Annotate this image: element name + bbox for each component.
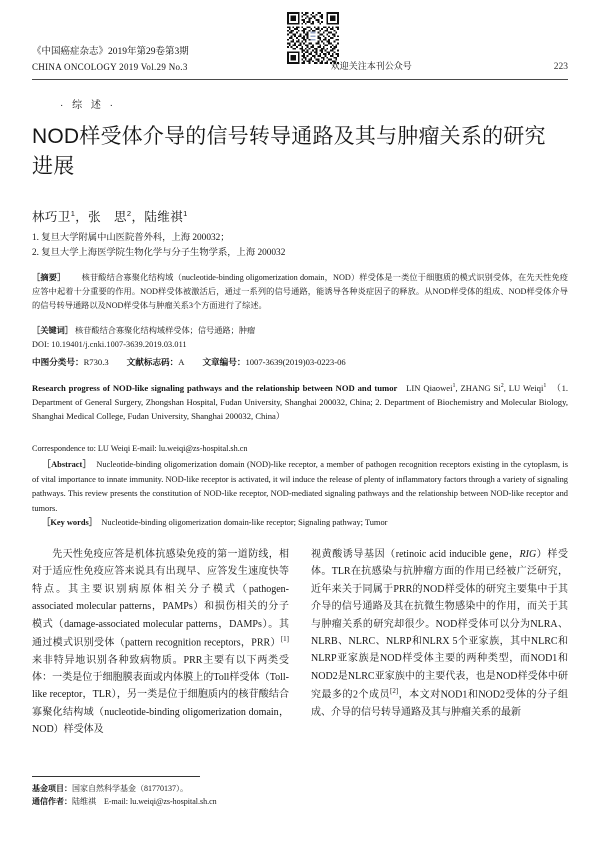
page-number: 223 xyxy=(553,61,568,72)
abstract-cn-text: 核苷酸结合寡聚化结构域（nucleotide-binding oligomerization domain，NOD）样受体是一类位于细胞质的模式识别受体，在先天性免疫应答中起着十分重要的作用。NOD样受体被激活后，通过一系列的信号通路，能诱导各种炎症因子的释放。从NOD样受体的组成、NOD样受体介导的信号转导通路以及NOD样受体与肿瘤关系3个方面进行了综述。 xyxy=(32,273,568,311)
body-left-citation-1: [1] xyxy=(280,634,289,643)
corresponding-author-line xyxy=(32,795,362,808)
funding-value: 国家自然科学基金（81770137）。 xyxy=(72,784,188,793)
abstract-en xyxy=(32,458,568,517)
affiliations-cn xyxy=(32,231,532,261)
footnote-divider xyxy=(32,776,200,777)
corresponding-author-label: 通信作者： xyxy=(32,797,72,807)
author-2-affil-marker: 2 xyxy=(126,208,132,218)
body-right-part3: ，本文对NOD1和NOD2受体的分子组成、介导的信号转导通路及其与肿瘤关系的最新 xyxy=(311,689,568,718)
document-code-label: 文献标志码： xyxy=(126,357,179,367)
body-right-citation-2: [2] xyxy=(390,687,399,696)
qr-caption: 欢迎关注本刊公众号 xyxy=(330,60,412,71)
keywords-en-label: ［Key words］ xyxy=(42,518,98,527)
classification-line xyxy=(32,356,346,368)
authors-cn xyxy=(32,207,188,225)
body-column-left xyxy=(32,546,289,772)
abstract-en-text: Nucleotide-binding oligomerization domain (NOD)-like receptor, a member of pathogen recognition receptors existing in the cytoplasm, is of vital importance to innate immunity. NOD-like receptor is activated, it wil induce the release of plenty of inflammatory factors through a variety of signaling pathways. This review presents the constitution of NOD-like receptor, NOD-mediated signaling pathways and the relationship between NOD-like receptor and tumors. xyxy=(32,460,568,513)
abstract-cn-label: ［摘要］ xyxy=(32,273,66,282)
body-right-part2: ）样受体。TLR在抗感染与抗肿瘤方面的作用已经被广泛研究，近年来关于同属于PRR的NOD样受体的研究主要集中于其介导的信号通路及其在抗微生物感染中的作用，而关于其与肿瘤关系的研究却很少。NOD样受体可以分为NLRA、NLRB、NLRC、NLRP和NLRX 5个亚家族，其中NLRC和NLRP亚家族是NOD样受体主要的两种类型，而NOD1和NOD2是NLRC亚家族中的主要代表，也是NOD样受体中研究最多的2个成员 xyxy=(311,549,568,701)
journal-title-cn: 《中国癌症杂志》2019年第29卷第3期 xyxy=(32,47,189,57)
masthead xyxy=(32,46,568,73)
article-number-value: 1007-3639(2019)03-0223-06 xyxy=(245,357,346,367)
affiliations-en: （1. Department of General Surgery, Zhongshan Hospital, Fudan University, Shanghai 200032, China; 2. Department of Biochemistry and Molecular Biology, Shanghai Medical College, Fudan University, Shanghai 200032, China） xyxy=(32,383,569,421)
funding-line xyxy=(32,782,362,795)
page-title-cn: NOD样受体介导的信号转导通路及其与肿瘤关系的研究进展 xyxy=(32,125,546,178)
affiliation-1: 1. 复旦大学附属中山医院普外科，上海 200032； xyxy=(32,233,230,243)
abstract-en-label: ［Abstract］ xyxy=(42,460,92,469)
body-right-gene-italic: RIG xyxy=(519,549,537,560)
author-3-name: ，陆维祺 xyxy=(131,210,184,224)
doi: DOI: 10.19401/j.cnki.1007-3639.2019.03.011 xyxy=(32,340,187,349)
author-1-name: 林巧卫 xyxy=(32,210,71,224)
body-left-part2: 来非特异地识别各种致病物质。PRR主要有以下两类受体：一类是位于细胞膜表面或内体膜上的Toll样受体（Toll-like receptor，TLR），另一类是位于细胞质内的核苷酸结合寡聚化结构域（nucleotide-binding oligomerization domain，NOD）样受体及 xyxy=(32,654,289,736)
author-2-name: ，张 思 xyxy=(75,210,127,224)
body-columns xyxy=(32,546,568,772)
masthead-journal-info xyxy=(32,46,189,73)
document-code-value: A xyxy=(178,357,185,367)
body-paragraph-left xyxy=(32,546,289,739)
clc-value: R730.3 xyxy=(83,357,109,367)
keywords-cn-text: 核苷酸结合寡聚化结构域样受体；信号通路；肿瘤 xyxy=(75,326,256,335)
keywords-en-text: Nucleotide-binding oligomerization domain-like receptor; Signaling pathway; Tumor xyxy=(101,518,388,527)
correspondence-line: Correspondence to: LU Weiqi E-mail: lu.weiqi@zs-hospital.sh.cn xyxy=(32,444,248,453)
abstract-cn xyxy=(32,271,568,313)
keywords-cn-label: ［关键词］ xyxy=(32,326,73,335)
author-1-affil-marker: 1 xyxy=(70,208,76,218)
clc-label: 中图分类号： xyxy=(32,357,84,367)
footnote-block xyxy=(32,782,362,808)
body-right-part1: 视黄酸诱导基因（retinoic acid inducible gene， xyxy=(311,549,520,560)
article-number-label: 文章编号： xyxy=(202,357,246,367)
page-title-en: Research progress of NOD-like signaling pathways and the relationship between NOD and tumor xyxy=(32,383,398,393)
author-3-affil-marker: 1 xyxy=(183,208,188,218)
funding-label: 基金项目： xyxy=(32,784,72,793)
masthead-divider xyxy=(32,79,568,80)
keywords-cn xyxy=(32,324,568,338)
keywords-en xyxy=(32,516,568,530)
section-kind-label: · 综 述 · xyxy=(60,100,116,111)
authors-en-1: LIN Qiaowei xyxy=(406,383,453,393)
body-left-part1: 先天性免疫应答是机体抗感染免疫的第一道防线，相对于适应性免疫应答来说具有出现早、应答发生速度快等特点。其主要识别病原体相关分子模式（pathogen-associated molecular patterns，PAMPs）和损伤相关的分子模式（damage-associated molecular patterns，DAMPs）。其通过模式识别受体（pattern recognition receptors，PRR） xyxy=(32,549,289,649)
authors-en-3: , LU Weiqi xyxy=(503,383,544,393)
journal-title-en: CHINA ONCOLOGY 2019 Vol.29 No.3 xyxy=(32,61,188,72)
authors-en-2: , ZHANG Si xyxy=(455,383,501,393)
body-column-right xyxy=(311,546,568,772)
english-header-block: Research progress of NOD-like signaling pathways and the relationship between NOD and tumor LIN Qiaowei$^1$, ZHANG Si$^2$, LU Weiqi$^1$ （1. Department of General Surgery, Zhongshan Hospital, Fudan University, Shanghai 200032, China; 2. Department of Biochemistry and Molecular Biology, Shanghai Medical College, Fudan University, Shanghai 200032, China） xyxy=(32,383,569,421)
corresponding-author-value: 陆维祺 E-mail: lu.weiqi@zs-hospital.sh.cn xyxy=(72,797,217,807)
body-paragraph-right xyxy=(311,546,568,721)
affiliation-2: 2. 复旦大学上海医学院生物化学与分子生物学系，上海 200032 xyxy=(32,248,286,259)
